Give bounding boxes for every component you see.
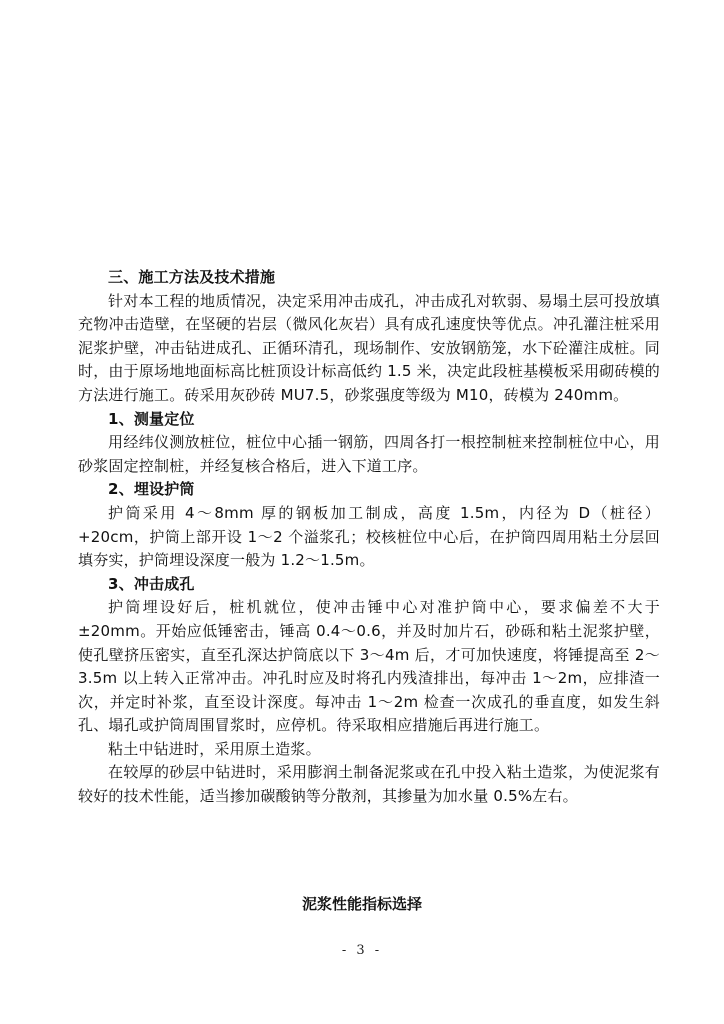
section-heading-construction-methods: 三、施工方法及技术措施 — [108, 268, 276, 286]
section-heading-percussion-drilling: 3、冲击成孔 — [108, 574, 195, 593]
paragraph-clay-drilling: 粘土中钻进时，采用原土造浆。 — [108, 739, 321, 758]
paragraph-casing-installation: 护筒采用 4～8mm 厚的钢板加工制成，高度 1.5m，内径为 D（桩径）+20cm，护筒上部开设 1～2 个溢浆孔；校核桩位中心后，在护筒四周用粘土分层回填夯实，护筒埋设深度一般为 1.2～1.5m。 — [78, 503, 660, 570]
paragraph-construction-methods: 针对本工程的地质情况，决定采用冲击成孔，冲击成孔对软弱、易塌土层可投放填充物冲击造壁，在坚硬的岩层（微风化灰岩）具有成孔速度快等优点。冲孔灌注桩采用泥浆护壁，冲击钻进成孔、正循环清孔，现场制作、安放钢筋笼，水下砼灌注成桩。同时，由于原场地地面标高比桩顶设计标高低约 1.5 米，决定此段桩基模板采用砌砖模的方法进行施工。砖采用灰砂砖 MU7.5，砂浆强度等级为 M10，砖模为 240mm。 — [78, 291, 660, 404]
paragraph-sand-layer-drilling: 在较厚的砂层中钻进时，采用膨润土制备泥浆或在孔中投入粘土造浆，为使泥浆有较好的技术性能，适当掺加碳酸钠等分散剂，其掺量为加水量 0.5%左右。 — [78, 763, 660, 806]
paragraph-percussion-drilling: 护筒埋设好后，桩机就位，使冲击锤中心对准护筒中心，要求偏差不大于±20mm。开始应低锤密击，锤高 0.4～0.6，并及时加片石，砂砾和粘土泥浆护壁，使孔壁挤压密实，直至孔深达护筒底以下 3～4m 后，才可加快速度，将锤提高至 2～3.5m 以上转入正常冲击。冲孔时应及时将孔内残渣排出，每冲击 1～2m，应排渣一次，并定时补浆，直至设计深度。每冲击 1～2m 检查一次成孔的垂直度，如发生斜孔、塌孔或护筒周围冒浆时，应停机。待采取相应措施后再进行施工。 — [78, 598, 660, 735]
document-body — [78, 266, 660, 809]
paragraph-survey-positioning: 用经纬仪测放桩位，桩位中心插一钢筋，四周各打一根控制桩来控制桩位中心，用砂浆固定控制桩，并经复核合格后，进入下道工序。 — [78, 433, 660, 475]
section-heading-survey-positioning: 1、测量定位 — [108, 409, 195, 428]
section-heading-casing-installation: 2、埋设护筒 — [108, 480, 195, 499]
table-title: 泥浆性能指标选择 — [301, 895, 422, 913]
page-number: - 3 - — [341, 943, 383, 958]
